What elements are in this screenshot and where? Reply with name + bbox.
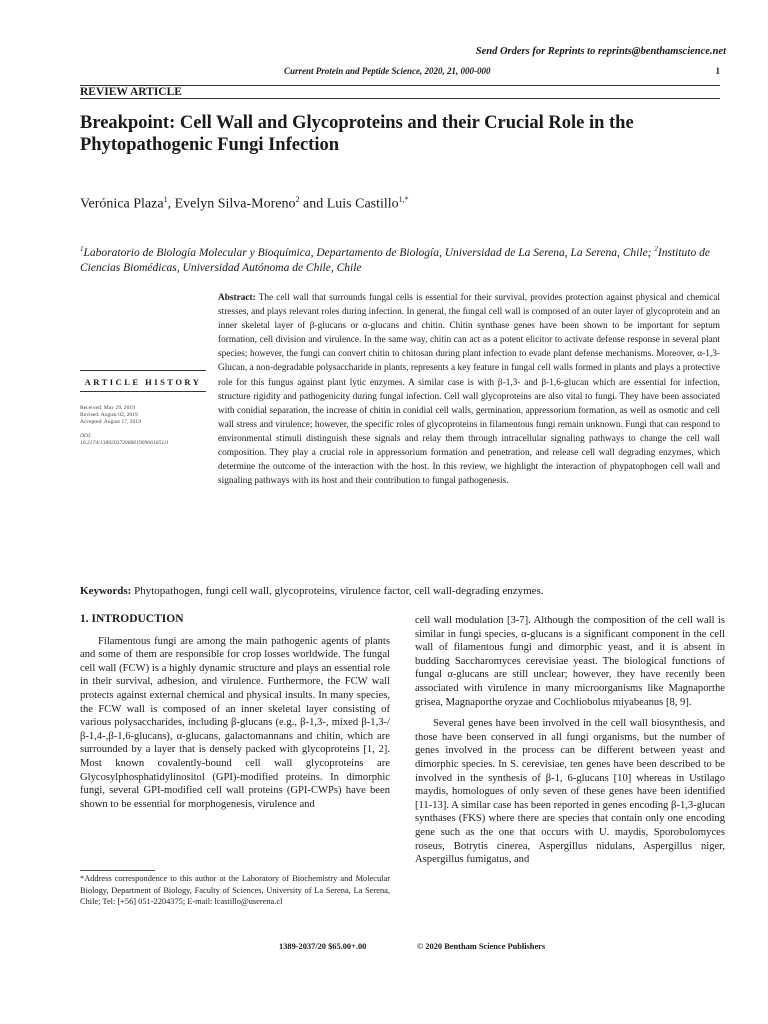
keywords: Keywords: Phytopathogen, fungi cell wall, glycoproteins, virulence factor, cell wall-degrading enzymes. — [80, 585, 544, 597]
body-paragraph: Filamentous fungi are among the main pathogenic agents of plants and some of them are responsible for crop losses worldwide. The fungal cell wall (FCW) is a highly dynamic structure and plays an essential role in their survival, adhesion, and virulence. Furthermore, the FCW wall protects against external chemical and physical insults. In many species, the FCW wall is composed of an inner skeletal layer consisting of various polysaccharides, including β-glucans (e.g., β-1,3-, mixed β-1,3-/β-1,4-,β-1,6-glucans), α-glucans, galactomannans and chitin, which are surrounded by a layer that is densely packed with glycoproteins [1, 2]. Most known covalently-bound cell wall glycoproteins are Glycosylphosphatidylinositol (GPI)-modified proteins. In dimorphic fungi, several GPI-modified cell wall proteins (GPI-CWPs) have been shown to be essential for morphogenesis, virulence and — [80, 635, 390, 810]
doi-label: DOI: — [80, 433, 92, 439]
abstract — [218, 291, 720, 488]
abstract-text: The cell wall that surrounds fungal cells is essential for their survival, provides protection against physical and chemical stresses, and plays relevant roles during infection. In general, the fungal cell wall is composed of an outer layer of glycoprotein and an inner skeletal layer of β-glucans or α-glucans and chitin. Chitin synthase genes have been shown to be important for septum formation, cell division and virulence. In the same way, chitin can act as a potent elicitor to activate defense response in several plant species; however, the fungi can convert chitin to chitosan during plant infection to evade plant defense mechanisms. Moreover, α-1,3-Glucan, a non-degradable polysaccharide in plants, represents a key feature in fungal cell walls formed in plants and plays a protective role for this fungus against plant lytic enzymes. A similar case is with β-1,3- and β-1,6-glucan which are essential for infection, structure rigidity and pathogenicity during fungal infection. Cell wall glycoproteins are also vital to fungi. They have been associated with conidial separation, the increase of chitin in conidial cell walls, germination, appressorium formation, as well as osmotic and cell wall stress and virulence; however, the specific roles of glycoproteins in filamentous fungi remain unknown. Fungi that can respond to environmental stimuli distinguish these signals and relay them through intracellular signaling pathways to change the cell wall composition. They play a crucial role in appressorium formation and penetration, and release cell wall degrading enzymes, which determine the outcome of the interaction with the host. In this review, we highlight the interaction of phypatophogen cell wall and signaling pathways with its host and their contribution to fungal pathogenesis. — [218, 293, 720, 487]
abstract-label: Abstract: — [218, 293, 256, 303]
article-title: Breakpoint: Cell Wall and Glycoproteins and their Crucial Role in the Phytopathogenic Fungi Infection — [80, 113, 634, 155]
revised-date: Revised: August 02, 2019 — [80, 412, 138, 418]
correspondence-footnote: *Address correspondence to this author at the Laboratory of Biochemistry and Molecular Biology, Department of Biology, Faculty of Sciences, University of La Serena, La Serena, Chile; Tel: [+56] 051-2204375; E-mail: lcastillo@userena.cl — [80, 874, 390, 906]
copyright: © 2020 Bentham Science Publishers — [417, 942, 546, 951]
body-paragraph: cell wall modulation [3-7]. Although the composition of the cell wall is similar in fungi species, α-glucans is a significant component in the cell wall of filamentous fungi and dimorphic yeast, and it is absent in budding Saccharomyces cerevisiae yeast. The biological functions of fungal α-glucans are still unclear; however, they have recently been associated with virulence in many microorganisms like Magnaporthe grisea, Magnaporthe oryzae and Cochliobolus miyabeanus [8, 9]. — [415, 615, 725, 708]
body-paragraph: Several genes have been involved in the cell wall biosynthesis, and those have been conserved in all fungi organisms, but the number of genes involved in the process can be different between yeast and dimorphic species. In S. cerevisiae, ten genes have been described to be involved in the synthesis of β-1, 6-glucans [10] whereas in Ustilago maydis, homologues of only seven of these genes have been identified [11-13]. A similar case has been reported in genes encoding β-1,3-glucan synthases (FKS) where there are species that contain only one encoding gene such as the one that occurs with U. maydis, Sporobolomyces roseus, Botrytis cinerea, Aspergillus nidulans, Aspergillus niger, Aspergillus fumigatus, and — [415, 718, 725, 866]
journal-citation: Current Protein and Peptide Science, 2020, 21, 000-000 — [284, 66, 491, 76]
introduction-heading: 1. INTRODUCTION — [80, 613, 184, 625]
section-label: REVIEW ARTICLE — [80, 85, 720, 99]
left-column — [80, 613, 390, 819]
accepted-date: Accepted: August 17, 2019 — [80, 419, 141, 425]
author-list: Verónica Plaza$^1$, Evelyn Silva-Moreno$^2$ and Luis Castillo$^{1,*}$ — [80, 195, 409, 212]
keywords-label: Keywords: — [80, 585, 132, 597]
author-name: Evelyn Silva-Moreno — [174, 196, 296, 212]
doi-link[interactable]: 10.2174/1389203720666190906165111 — [80, 440, 169, 446]
affiliations: $^1$Laboratorio de Biología Molecular y Bioquímica, Departamento de Biología, Universidad de La Serena, La Serena, Chile; $^2$Instituto de Ciencias Biomédicas, Universidad Autónoma de Chile, Chile — [80, 245, 710, 274]
received-date: Received: May 29, 2019 — [80, 405, 135, 411]
issn-price: 1389-2037/20 $65.00+.00 — [279, 942, 367, 951]
right-column — [415, 614, 725, 875]
page-number: 1 — [715, 66, 720, 76]
article-history — [80, 405, 210, 447]
author-name: Luis Castillo — [326, 196, 399, 212]
author-name: Verónica Plaza — [80, 196, 164, 212]
reprints-notice: Send Orders for Reprints to reprints@benthamscience.net — [475, 46, 726, 57]
footnote-divider — [80, 870, 155, 871]
article-history-heading: ARTICLE HISTORY — [80, 370, 206, 392]
